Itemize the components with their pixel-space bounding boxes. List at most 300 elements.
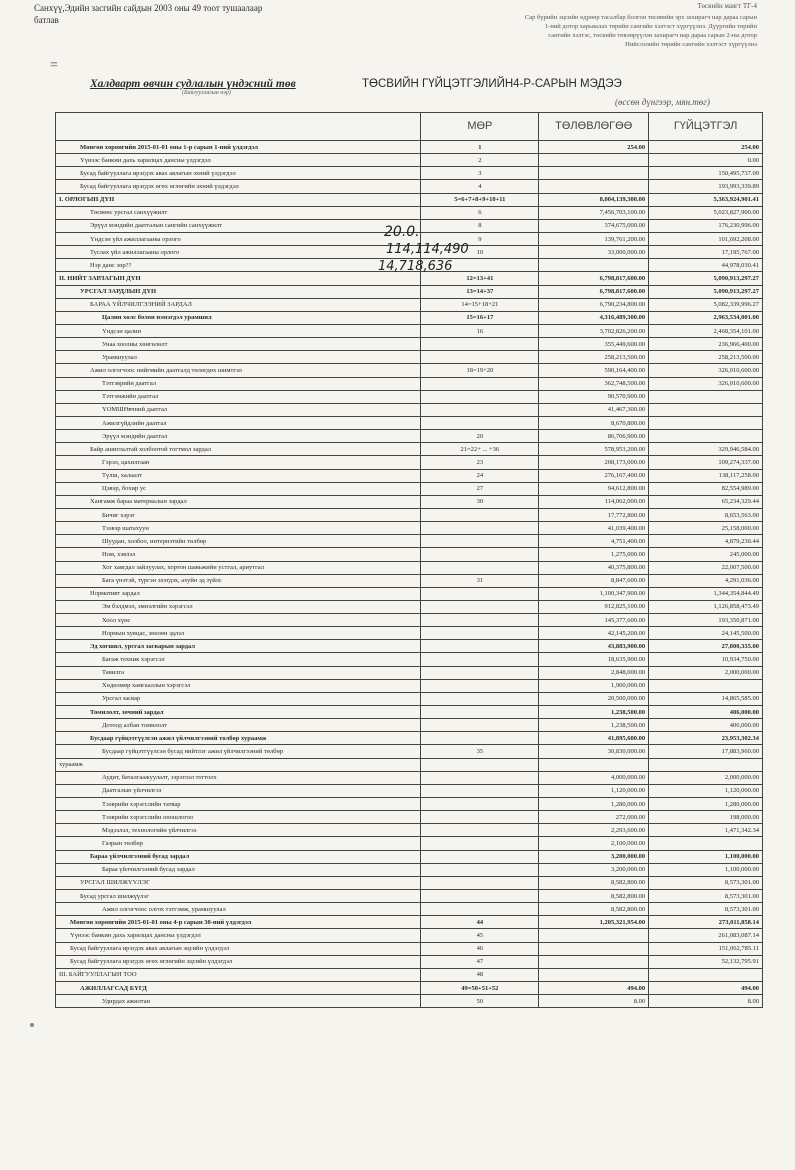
row-code [421,522,539,535]
row-code: 16 [421,324,539,337]
row-label: Төсвөөс урсгал санхүүжилт [56,206,421,219]
row-code [421,416,539,429]
row-plan: 4,316,489,300.00 [539,311,649,324]
row-label: Урамшуулал [56,351,421,364]
row-plan: 912,825,100.00 [539,600,649,613]
row-actual [649,679,763,692]
table-row [56,600,763,613]
row-label: хураамж [56,758,421,771]
row-actual [649,837,763,850]
row-actual: 5,082,339,996.27 [649,298,763,311]
unit-note: (өссөн дүнгээр, мян.төг) [615,97,710,107]
table-row [56,206,763,219]
row-label: Хоол хүнс [56,614,421,627]
table-row [56,298,763,311]
row-actual: 10,934,750.00 [649,653,763,666]
table-row [56,627,763,640]
row-plan: 3,200,000.00 [539,863,649,876]
row-actual: 14,865,585.00 [649,692,763,705]
row-plan: 8.00 [539,995,649,1008]
row-actual: 22,007,500.00 [649,561,763,574]
row-code: 48 [421,968,539,981]
instruction-line: сангийн хэлтэс, төсвийн төвлөрүүлэн захирагч нар дараа сарын 2-ны дотор [548,32,757,39]
row-plan: 40,375,800.00 [539,561,649,574]
row-plan: 42,145,200.00 [539,627,649,640]
row-plan: 208,173,000.00 [539,456,649,469]
row-label: БАРАА ҮЙЛЧИЛГЭЭНИЙ ЗАРДАЛ [56,298,421,311]
table-row [56,535,763,548]
approval-note [34,2,354,26]
row-label: I. ОРЛОГЫН ДҮН [56,193,421,206]
row-label: Түлш, халаалт [56,469,421,482]
row-label: Тээвэр шатахуун [56,522,421,535]
row-actual: 2,468,354,101.00 [649,324,763,337]
row-code [421,377,539,390]
row-code [421,548,539,561]
row-actual: 1,120,000.00 [649,784,763,797]
row-label: Нэр данс зөр?? [56,259,421,272]
row-actual: 150,495,737.09 [649,167,763,180]
row-code [421,666,539,679]
row-plan [539,259,649,272]
row-code: 9 [421,232,539,245]
row-actual: 245,000.00 [649,548,763,561]
handwritten-note: 20.0. [384,224,420,240]
row-label: Мөнгөн хөрөнгийн 2015-01-01 оны 1-р сарын 1-ний үлдэгдэл [56,141,421,154]
row-actual [649,403,763,416]
table-row [56,324,763,337]
row-code: 14=15+18+21 [421,298,539,311]
row-actual: 193,350,871.00 [649,614,763,627]
row-label: Хангамж бараа материалын зардал [56,495,421,508]
table-row [56,167,763,180]
row-code [421,390,539,403]
row-actual: 1,280,000.00 [649,798,763,811]
table-row [56,180,763,193]
row-actual: 151,062,785.11 [649,942,763,955]
table-row [56,837,763,850]
row-label: УРСГАЛ ШИЛЖҮҮЛЭГ [56,876,421,889]
row-plan: 114,062,000.00 [539,495,649,508]
row-code: 10 [421,246,539,259]
row-actual: 261,083,087.14 [649,929,763,942]
row-label: Бусад байгууллага ирэгдэх авах авлагын эцсийн үлдэгдэл [56,942,421,955]
row-plan: 145,377,600.00 [539,614,649,627]
table-row [56,587,763,600]
row-plan: 8,582,800.00 [539,890,649,903]
row-plan [539,758,649,771]
column-header-row-code: МӨР [421,113,539,141]
row-label: Үндсэн үйл ажиллагааны орлого [56,232,421,245]
row-plan [539,929,649,942]
table-row [56,548,763,561]
row-label: Эд хогшил, урсгал засварын зардал [56,640,421,653]
row-plan: 2,848,000.00 [539,666,649,679]
table-row [56,495,763,508]
row-plan [539,968,649,981]
row-code [421,863,539,876]
table-row [56,666,763,679]
row-plan: 94,612,800.00 [539,482,649,495]
row-actual: 4,879,230.44 [649,535,763,548]
row-plan: 1,205,321,954.00 [539,916,649,929]
row-code [421,876,539,889]
row-code: 13=14+37 [421,285,539,298]
table-row [56,469,763,482]
row-code [421,758,539,771]
table-row [56,390,763,403]
row-code [421,732,539,745]
table-row [56,982,763,995]
row-plan: 362,748,500.00 [539,377,649,390]
row-label: Нормативт зардал [56,587,421,600]
row-plan: 1,900,000.00 [539,679,649,692]
row-code: 18=19+20 [421,364,539,377]
row-label: Ажилгүйдлийн даатгал [56,416,421,429]
row-actual: 254.00 [649,141,763,154]
table-row [56,640,763,653]
row-plan: 30,830,000.00 [539,745,649,758]
row-label: Мөнгөн хөрөнгийн 2015-01-01 оны 4-р сарын 30-ний үлдэгдэл [56,916,421,929]
row-actual: 1,100,000.00 [649,850,763,863]
report-title: ТӨСВИЙН ГҮЙЦЭТГЭЛИЙН4-Р-САРЫН МЭДЭЭ [362,78,622,90]
row-plan: 8,847,600.00 [539,574,649,587]
row-plan: 1,238,500.00 [539,719,649,732]
handwritten-note: 14,718,636 [378,259,453,274]
row-plan: 4,751,400.00 [539,535,649,548]
row-label: Цэвэр, бохир ус [56,482,421,495]
row-code [421,890,539,903]
row-actual: 406,000.00 [649,706,763,719]
row-code: 20 [421,430,539,443]
row-code: 8 [421,219,539,232]
table-row [56,811,763,824]
handwritten-note: 114,114,490 [386,242,469,257]
row-label: Үндсэн цалин [56,324,421,337]
row-code: 44 [421,916,539,929]
table-row [56,653,763,666]
row-label: Газрын төлбөр [56,837,421,850]
row-label: Тээврийн хэрэгслийн оношлогоо [56,811,421,824]
row-plan: 276,167,400.00 [539,469,649,482]
row-plan [539,154,649,167]
row-label: Шуудан, холбоо, интернэтийн төлбөр [56,535,421,548]
row-actual [649,390,763,403]
row-code [421,784,539,797]
row-label: Ажил олгогчоос олгох тэтгэмж, урамшуулал [56,903,421,916]
row-code [421,837,539,850]
table-row [56,285,763,298]
row-plan: 2,100,000.00 [539,837,649,850]
row-code [421,798,539,811]
row-plan: 33,000,000.00 [539,246,649,259]
row-label: Тавилга [56,666,421,679]
table-row [56,784,763,797]
row-code: 46 [421,942,539,955]
row-actual: 2,000,000.00 [649,666,763,679]
row-plan: 578,953,200.00 [539,443,649,456]
row-actual: 2,963,534,001.00 [649,311,763,324]
row-code: 50 [421,995,539,1008]
row-code [421,771,539,784]
row-label: Бусдаар гүйцэтгүүлсэн ажил үйлчилгээний төлбөр хураамж [56,732,421,745]
row-code: 1 [421,141,539,154]
row-actual: 193,993,339.89 [649,180,763,193]
row-plan: 43,883,900.00 [539,640,649,653]
row-actual: 258,213,500.00 [649,351,763,364]
row-label: Цалин хөлс болон нэмэгдэл урамшил [56,311,421,324]
row-code [421,403,539,416]
row-label: Мэдээлэл, технологийн үйлчилгээ [56,824,421,837]
row-code: 2 [421,154,539,167]
row-code: 49=50+51+52 [421,982,539,995]
row-plan [539,167,649,180]
row-actual: 109,274,337.00 [649,456,763,469]
approval-line-2: батлав [34,15,59,25]
row-actual [649,968,763,981]
table-row [56,706,763,719]
row-code [421,903,539,916]
organization-name-caption: (Байгууллагын нэр) [182,90,231,96]
row-code: 47 [421,955,539,968]
row-code: 12=13+41 [421,272,539,285]
table-row [56,850,763,863]
column-header-item [56,113,421,141]
row-plan: 254.00 [539,141,649,154]
row-label: УРСГАЛ ЗАРДЛЫН ДҮН [56,285,421,298]
row-plan: 41,467,300.00 [539,403,649,416]
row-plan: 6,790,234,800.00 [539,298,649,311]
row-label: Багаж техник хэрэгсэл [56,653,421,666]
table-row [56,456,763,469]
row-plan: 1,280,000.00 [539,798,649,811]
row-actual: 1,126,858,473.49 [649,600,763,613]
row-plan: 355,449,600.00 [539,338,649,351]
row-code [421,627,539,640]
row-actual: 4,291,036.00 [649,574,763,587]
row-actual: 44,978,030.41 [649,259,763,272]
row-label: Бусад урсгал шилжүүлэг [56,890,421,903]
row-plan: 8,670,800.00 [539,416,649,429]
row-actual: 82,554,989.00 [649,482,763,495]
row-actual: 329,946,584.00 [649,443,763,456]
row-actual [649,430,763,443]
table-row [56,863,763,876]
row-plan: 6,798,817,600.00 [539,285,649,298]
row-code: 23 [421,456,539,469]
table-row [56,876,763,889]
instruction-line: 1-ний дотор харьяалах төрийн сангийн хэлтэст хүргүүлнэ. Дүүргийн төрийн [544,23,757,30]
row-label: Ном, хэвлэл [56,548,421,561]
row-actual: 138,117,258.00 [649,469,763,482]
row-code: 5=6+7+8+9+10+11 [421,193,539,206]
row-label: Ажил олгогчоос нийгмийн даатгалд төлөгдөх шимтгэл [56,364,421,377]
row-plan: 2,293,600.00 [539,824,649,837]
row-plan: 494.00 [539,982,649,995]
row-code [421,614,539,627]
table-row [56,377,763,390]
row-label: Эм бэлдмэл, эмнэлгийн хэрэгсэл [56,600,421,613]
row-actual: 236,966,400.00 [649,338,763,351]
row-actual [649,416,763,429]
row-actual: 0.00 [649,154,763,167]
row-plan: 90,570,900.00 [539,390,649,403]
table-row [56,929,763,942]
row-code: 15=16+17 [421,311,539,324]
row-label: Урсгал засвар [56,692,421,705]
row-label: III. БАЙГУУЛЛАГЫН ТОО [56,968,421,981]
table-row [56,522,763,535]
row-code: 35 [421,745,539,758]
table-row [56,968,763,981]
table-header [56,113,763,141]
row-actual: 1,100,000.00 [649,863,763,876]
row-code: 4 [421,180,539,193]
row-plan: 139,761,200.00 [539,232,649,245]
row-label: II. НИЙТ ЗАРЛАГЫН ДҮН [56,272,421,285]
row-label: Удирдах ажилтан [56,995,421,1008]
instruction-line: Нийслэлийн төрийн сангийн хэлтэст хүргүүлнэ [625,41,757,48]
row-code [421,692,539,705]
table-row [56,574,763,587]
form-code: Төсвийн маягт ТГ-4 [697,2,757,10]
row-plan: 8,004,139,300.00 [539,193,649,206]
row-label: Даатгалын үйлчилгээ [56,784,421,797]
row-code: 31 [421,574,539,587]
row-label: Бараа үйлчилгээний бусад зардал [56,850,421,863]
row-label: Бусад байгууллага ирэгдэх авах авлагын эхний үлдэгдэл [56,167,421,180]
row-plan: 7,456,703,100.00 [539,206,649,219]
row-label: Унаа хоолны хөнгөлөлт [56,338,421,351]
row-label: Туслах үйл ажиллагааны орлого [56,246,421,259]
row-plan: 1,120,000.00 [539,784,649,797]
table-row [56,311,763,324]
row-plan: 8,582,800.00 [539,876,649,889]
row-label: Эрүүл мэндийн даатгал [56,430,421,443]
row-code [421,535,539,548]
row-label: Гэрэл, цахилгаан [56,456,421,469]
row-plan: 20,500,000.00 [539,692,649,705]
table-row [56,955,763,968]
row-label: Эрүүл мэндийн даатгалын сангийн санхүүжилт [56,219,421,232]
table-row [56,416,763,429]
row-actual: 8,573,301.00 [649,890,763,903]
table-row [56,679,763,692]
row-actual: 8,573,301.00 [649,876,763,889]
row-code [421,561,539,574]
row-actual [649,758,763,771]
row-plan: 590,164,400.00 [539,364,649,377]
table-row [56,561,763,574]
table-row [56,890,763,903]
table-row [56,508,763,521]
row-code: 24 [421,469,539,482]
row-code [421,679,539,692]
row-plan: 86,706,900.00 [539,430,649,443]
row-code [421,640,539,653]
row-label: ҮОМШӨвчний даатгал [56,403,421,416]
row-label: Томилолт, зочний зардал [56,706,421,719]
table-row [56,942,763,955]
row-label: Үүнээс банкин дахь харилцах дансны үлдэгдэл [56,929,421,942]
row-label: Бараа үйлчилгээний бусад зардал [56,863,421,876]
table-row [56,193,763,206]
table-row [56,903,763,916]
row-label: АЖИЛЛАГСАД БҮГД [56,982,421,995]
row-code: 30 [421,495,539,508]
row-label: Байр ашиглалтай холбоотой тогтмол зардал [56,443,421,456]
table-row [56,443,763,456]
row-actual: 5,090,913,297.27 [649,272,763,285]
table-row [56,745,763,758]
table-row [56,692,763,705]
row-actual: 5,090,913,297.27 [649,285,763,298]
row-label: Хөдөлмөр хамгааллын хэрэгсэл [56,679,421,692]
column-header-plan: ТӨЛӨВЛӨГӨӨ [539,113,649,141]
organization-name: Халдварт өвчин судлалын үндэсний төв [90,78,296,90]
row-code: 6 [421,206,539,219]
row-plan: 41,895,600.00 [539,732,649,745]
row-code [421,338,539,351]
row-plan: 374,675,000.00 [539,219,649,232]
row-label: Бусдаар гүйцэтгүүлсэн бусад нийтлэг ажил үйлчилгээний төлбөр [56,745,421,758]
row-code [421,351,539,364]
table-row [56,916,763,929]
row-label: Тээврийн хэрэгслийн татвар [56,798,421,811]
row-actual: 198,000.00 [649,811,763,824]
row-plan: 3,702,826,200.00 [539,324,649,337]
row-actual: 24,145,500.00 [649,627,763,640]
row-code [421,811,539,824]
row-code [421,719,539,732]
row-actual: 27,800,335.00 [649,640,763,653]
row-plan [539,955,649,968]
table-row [56,364,763,377]
row-label: Аудит, баталгаажуулалт, зэрэглэл тогтоох [56,771,421,784]
table-row [56,141,763,154]
row-actual: 17,195,767.00 [649,246,763,259]
row-actual: 326,010,600.00 [649,364,763,377]
row-code: 21=22+ ... +36 [421,443,539,456]
row-code [421,508,539,521]
column-header-actual: ГҮЙЦЭТГЭЛ [649,113,763,141]
row-label: Дотоод албан томилолт [56,719,421,732]
table-row [56,719,763,732]
row-actual: 326,010,600.00 [649,377,763,390]
row-plan: 1,100,347,900.00 [539,587,649,600]
row-actual: 8,573,301.00 [649,903,763,916]
table-row [56,154,763,167]
row-code: 3 [421,167,539,180]
table-row [56,995,763,1008]
row-code [421,587,539,600]
table-row [56,732,763,745]
row-plan: 41,039,400.00 [539,522,649,535]
row-plan: 4,000,000.00 [539,771,649,784]
row-label: Бага үнэтэй, түргэн элэгдэх, ахуйн эд зүйлс [56,574,421,587]
row-plan: 17,772,800.00 [539,508,649,521]
row-label: Үүнээс банкин дахь харилцах дансны үлдэгдэл [56,154,421,167]
row-code [421,850,539,863]
row-actual: 5,023,827,900.00 [649,206,763,219]
row-code [421,653,539,666]
scan-dot [30,1023,34,1027]
table-row [56,430,763,443]
row-plan [539,180,649,193]
row-plan: 6,798,817,600.00 [539,272,649,285]
row-actual: 23,953,302.34 [649,732,763,745]
hand-mark: = [50,58,58,73]
